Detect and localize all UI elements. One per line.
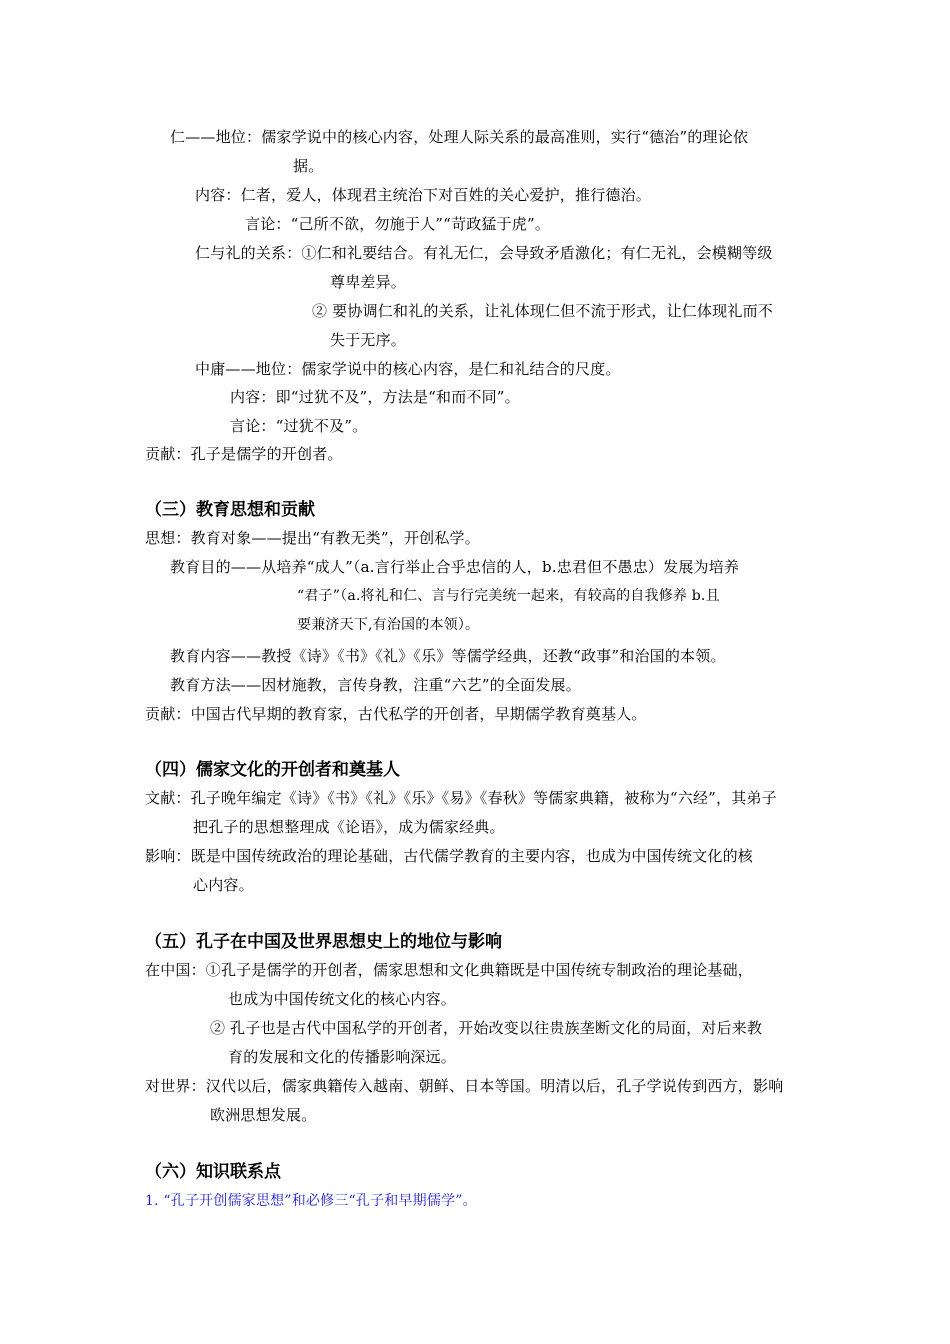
in-china-line-1: 在中国：①孔子是儒学的开创者，儒家思想和文化典籍既是中国传统专制政治的理论基础，	[145, 961, 754, 979]
zhongyong-status: 中庸——地位：儒家学说中的核心内容，是仁和礼结合的尺度。	[195, 360, 621, 378]
ren-status-line-cont: 据。	[293, 157, 324, 175]
influence-line: 影响：既是中国传统政治的理论基础，古代儒学教育的主要内容，也成为中国传统文化的核	[145, 847, 754, 865]
education-content: 教育内容——教授《诗》《书》《礼》《乐》等儒学经典，还教“政事”和治国的本领。	[170, 647, 726, 665]
influence-line-cont: 心内容。	[193, 876, 254, 894]
education-purpose: 教育目的——从培养“成人”（a.言行举止合乎忠信的人，b.忠君但不愚忠）发展为培养	[170, 558, 740, 576]
education-target: 思想：教育对象——提出“有教无类”，开创私学。	[145, 529, 480, 547]
ren-content: 内容：仁者，爱人，体现君主统治下对百姓的关心爱护，推行德治。	[195, 186, 652, 204]
contribution-line: 贡献：孔子是儒学的开创者。	[145, 445, 343, 463]
in-china-line-2: ② 孔子也是古代中国私学的开创者，开始改变以往贵族垄断文化的局面，对后来教	[210, 1019, 763, 1037]
section-5-heading: （五）孔子在中国及世界思想史上的地位与影响	[145, 932, 502, 952]
literature-line: 文献：孔子晚年编定《诗》《书》《礼》《乐》《易》《春秋》等儒家典籍，被称为“六经”，其弟子	[145, 789, 777, 807]
section-6-heading: （六）知识联系点	[145, 1162, 281, 1182]
section-4-heading: （四）儒家文化的开创者和奠基人	[145, 760, 400, 780]
ren-li-relation-2: ② 要协调仁和礼的关系，让礼体现仁但不流于形式，让仁体现礼而不	[312, 302, 773, 320]
ren-status-line: 仁——地位：儒家学说中的核心内容，处理人际关系的最高准则，实行“德治”的理论依	[170, 128, 749, 146]
education-purpose-cont-2: 要兼济天下,有治国的本领）。	[297, 617, 480, 633]
zhongyong-content: 内容：即“过犹不及”，方法是“和而不同”。	[230, 388, 520, 406]
education-method: 教育方法——因材施教，言传身教，注重“六艺”的全面发展。	[170, 676, 581, 694]
ren-li-relation-1: 仁与礼的关系：①仁和礼要结合。有礼无仁，会导致矛盾激化；有仁无礼，会模糊等级	[195, 244, 773, 262]
to-world-line: 对世界：汉代以后，儒家典籍传入越南、朝鲜、日本等国。明清以后，孔子学说传到西方，影响	[145, 1077, 784, 1095]
section-3-heading: （三）教育思想和贡献	[145, 500, 315, 520]
in-china-line-1-cont: 也成为中国传统文化的核心内容。	[228, 990, 457, 1008]
literature-line-cont: 把孔子的思想整理成《论语》，成为儒家经典。	[193, 818, 505, 836]
ren-speech: 言论：“己所不欲，勿施于人”“苛政猛于虎”。	[245, 215, 551, 233]
education-purpose-cont: “君子”（a.将礼和仁、言与行完美统一起来，有较高的自我修养 b.且	[297, 588, 720, 604]
ren-li-relation-2-cont: 失于无序。	[330, 331, 407, 349]
zhongyong-speech: 言论：“过犹不及”。	[230, 417, 368, 435]
knowledge-link-item-1: 1. “孔子开创儒家思想”和必修三“孔子和早期儒学”。	[145, 1193, 477, 1209]
to-world-line-cont: 欧洲思想发展。	[210, 1106, 317, 1124]
ren-li-relation-1-cont: 尊卑差异。	[330, 273, 407, 291]
in-china-line-2-cont: 育的发展和文化的传播影响深远。	[228, 1048, 457, 1066]
education-contribution: 贡献：中国古代早期的教育家，古代私学的开创者，早期儒学教育奠基人。	[145, 705, 647, 723]
